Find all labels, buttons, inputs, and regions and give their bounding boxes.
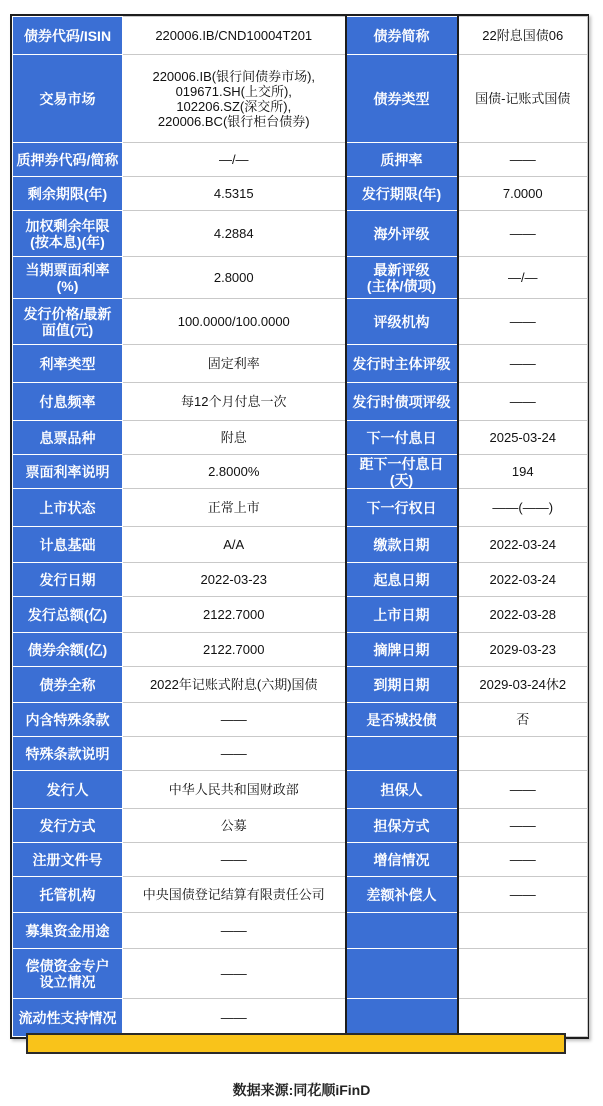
field-value: —— xyxy=(458,843,588,877)
field-label: 发行人 xyxy=(13,771,123,809)
table-row xyxy=(13,257,588,299)
data-source-note: 数据来源:同花顺iFinD xyxy=(232,1082,371,1098)
field-value: 2029-03-24休2 xyxy=(458,667,588,703)
field-value: 2122.7000 xyxy=(123,597,346,633)
table-row xyxy=(13,17,588,55)
field-label: 担保人 xyxy=(346,771,458,809)
field-value: —— xyxy=(123,999,346,1037)
field-value: 2122.7000 xyxy=(123,633,346,667)
field-label: 发行价格/最新 面值(元) xyxy=(13,299,123,345)
field-label: 加权剩余年限 (按本息)(年) xyxy=(13,211,123,257)
field-label: 债券简称 xyxy=(346,17,458,55)
table-row xyxy=(13,913,588,949)
field-value: 否 xyxy=(458,703,588,737)
field-value: 国债-记账式国债 xyxy=(458,55,588,143)
field-label: 起息日期 xyxy=(346,563,458,597)
field-label: 债券全称 xyxy=(13,667,123,703)
field-label: 评级机构 xyxy=(346,299,458,345)
field-label: 当期票面利率(%) xyxy=(13,257,123,299)
field-label: 内含特殊条款 xyxy=(13,703,123,737)
table-row xyxy=(13,771,588,809)
table-row xyxy=(13,809,588,843)
field-label: 是否城投债 xyxy=(346,703,458,737)
field-label: 上市状态 xyxy=(13,489,123,527)
field-value: 7.0000 xyxy=(458,177,588,211)
table-row xyxy=(13,383,588,421)
field-value xyxy=(458,737,588,771)
field-value: ——(——) xyxy=(458,489,588,527)
table-row xyxy=(13,737,588,771)
field-value: 附息 xyxy=(123,421,346,455)
table-row xyxy=(13,999,588,1037)
field-label xyxy=(346,737,458,771)
table-row xyxy=(13,527,588,563)
field-value: A/A xyxy=(123,527,346,563)
field-label: 摘牌日期 xyxy=(346,633,458,667)
field-value: 4.5315 xyxy=(123,177,346,211)
field-label: 利率类型 xyxy=(13,345,123,383)
field-label: 增信情况 xyxy=(346,843,458,877)
field-label: 托管机构 xyxy=(13,877,123,913)
field-value: 中央国债登记结算有限责任公司 xyxy=(123,877,346,913)
field-value: 2022-03-24 xyxy=(458,563,588,597)
field-value: 194 xyxy=(458,455,588,489)
table-row xyxy=(13,299,588,345)
field-value: 4.2884 xyxy=(123,211,346,257)
field-label: 剩余期限(年) xyxy=(13,177,123,211)
table-row xyxy=(13,667,588,703)
field-value: —— xyxy=(123,843,346,877)
field-value: 固定利率 xyxy=(123,345,346,383)
field-label: 质押券代码/简称 xyxy=(13,143,123,177)
field-value: —— xyxy=(458,877,588,913)
field-label: 注册文件号 xyxy=(13,843,123,877)
bond-info-table-body xyxy=(13,17,588,1037)
field-value: —— xyxy=(123,737,346,771)
table-row xyxy=(13,455,588,489)
field-value: 22附息国债06 xyxy=(458,17,588,55)
field-label: 差额补偿人 xyxy=(346,877,458,913)
field-label: 票面利率说明 xyxy=(13,455,123,489)
field-label: 息票品种 xyxy=(13,421,123,455)
field-value: 100.0000/100.0000 xyxy=(123,299,346,345)
field-label xyxy=(346,999,458,1037)
field-value: 2022-03-24 xyxy=(458,527,588,563)
field-label: 距下一付息日(天) xyxy=(346,455,458,489)
field-value: —/— xyxy=(123,143,346,177)
field-label: 发行期限(年) xyxy=(346,177,458,211)
field-label: 募集资金用途 xyxy=(13,913,123,949)
field-label: 发行日期 xyxy=(13,563,123,597)
bond-info-table-container xyxy=(10,14,589,1039)
table-row xyxy=(13,877,588,913)
field-value: 2025-03-24 xyxy=(458,421,588,455)
table-row xyxy=(13,597,588,633)
field-value: —— xyxy=(458,143,588,177)
table-row xyxy=(13,633,588,667)
field-value xyxy=(458,913,588,949)
field-value: 每12个月付息一次 xyxy=(123,383,346,421)
table-row xyxy=(13,489,588,527)
field-value: 2022-03-28 xyxy=(458,597,588,633)
field-label: 交易市场 xyxy=(13,55,123,143)
field-value: —— xyxy=(458,771,588,809)
table-row xyxy=(13,143,588,177)
table-row xyxy=(13,211,588,257)
field-value: —— xyxy=(458,809,588,843)
field-value: 220006.IB/CND10004T201 xyxy=(123,17,346,55)
field-value: —— xyxy=(458,211,588,257)
field-label: 担保方式 xyxy=(346,809,458,843)
table-row xyxy=(13,949,588,999)
field-value: 220006.IB(银行间债券市场), 019671.SH(上交所), 102206.SZ(深交所), 220006.BC(银行柜台债券) xyxy=(123,55,346,143)
field-label: 发行时主体评级 xyxy=(346,345,458,383)
field-value: 正常上市 xyxy=(123,489,346,527)
field-label: 付息频率 xyxy=(13,383,123,421)
field-value: —— xyxy=(458,299,588,345)
field-value: —— xyxy=(458,383,588,421)
field-label: 流动性支持情况 xyxy=(13,999,123,1037)
field-label: 发行总额(亿) xyxy=(13,597,123,633)
field-label: 特殊条款说明 xyxy=(13,737,123,771)
table-row xyxy=(13,421,588,455)
table-row xyxy=(13,843,588,877)
field-label: 计息基础 xyxy=(13,527,123,563)
yellow-accent-bar xyxy=(26,1033,566,1054)
field-label: 到期日期 xyxy=(346,667,458,703)
field-label: 上市日期 xyxy=(346,597,458,633)
field-label: 发行方式 xyxy=(13,809,123,843)
table-row xyxy=(13,55,588,143)
field-value: 2.8000 xyxy=(123,257,346,299)
field-value: 2022年记账式附息(六期)国债 xyxy=(123,667,346,703)
field-value: —— xyxy=(123,913,346,949)
field-value: —— xyxy=(123,949,346,999)
field-label: 最新评级 (主体/债项) xyxy=(346,257,458,299)
bond-info-table xyxy=(12,16,588,1037)
field-value: —— xyxy=(458,345,588,383)
field-label xyxy=(346,913,458,949)
table-row xyxy=(13,177,588,211)
table-row xyxy=(13,703,588,737)
field-label: 质押率 xyxy=(346,143,458,177)
field-value: —/— xyxy=(458,257,588,299)
field-value: 2022-03-23 xyxy=(123,563,346,597)
field-label xyxy=(346,949,458,999)
field-value: 2.8000% xyxy=(123,455,346,489)
field-label: 下一付息日 xyxy=(346,421,458,455)
table-row xyxy=(13,563,588,597)
field-label: 下一行权日 xyxy=(346,489,458,527)
field-label: 债券余额(亿) xyxy=(13,633,123,667)
field-value xyxy=(458,999,588,1037)
field-value: 2029-03-23 xyxy=(458,633,588,667)
field-label: 发行时债项评级 xyxy=(346,383,458,421)
field-label: 海外评级 xyxy=(346,211,458,257)
field-value: —— xyxy=(123,703,346,737)
field-value: 公募 xyxy=(123,809,346,843)
field-label: 偿债资金专户 设立情况 xyxy=(13,949,123,999)
field-value: 中华人民共和国财政部 xyxy=(123,771,346,809)
table-row xyxy=(13,345,588,383)
field-value xyxy=(458,949,588,999)
field-label: 债券代码/ISIN xyxy=(13,17,123,55)
field-label: 债券类型 xyxy=(346,55,458,143)
field-label: 缴款日期 xyxy=(346,527,458,563)
